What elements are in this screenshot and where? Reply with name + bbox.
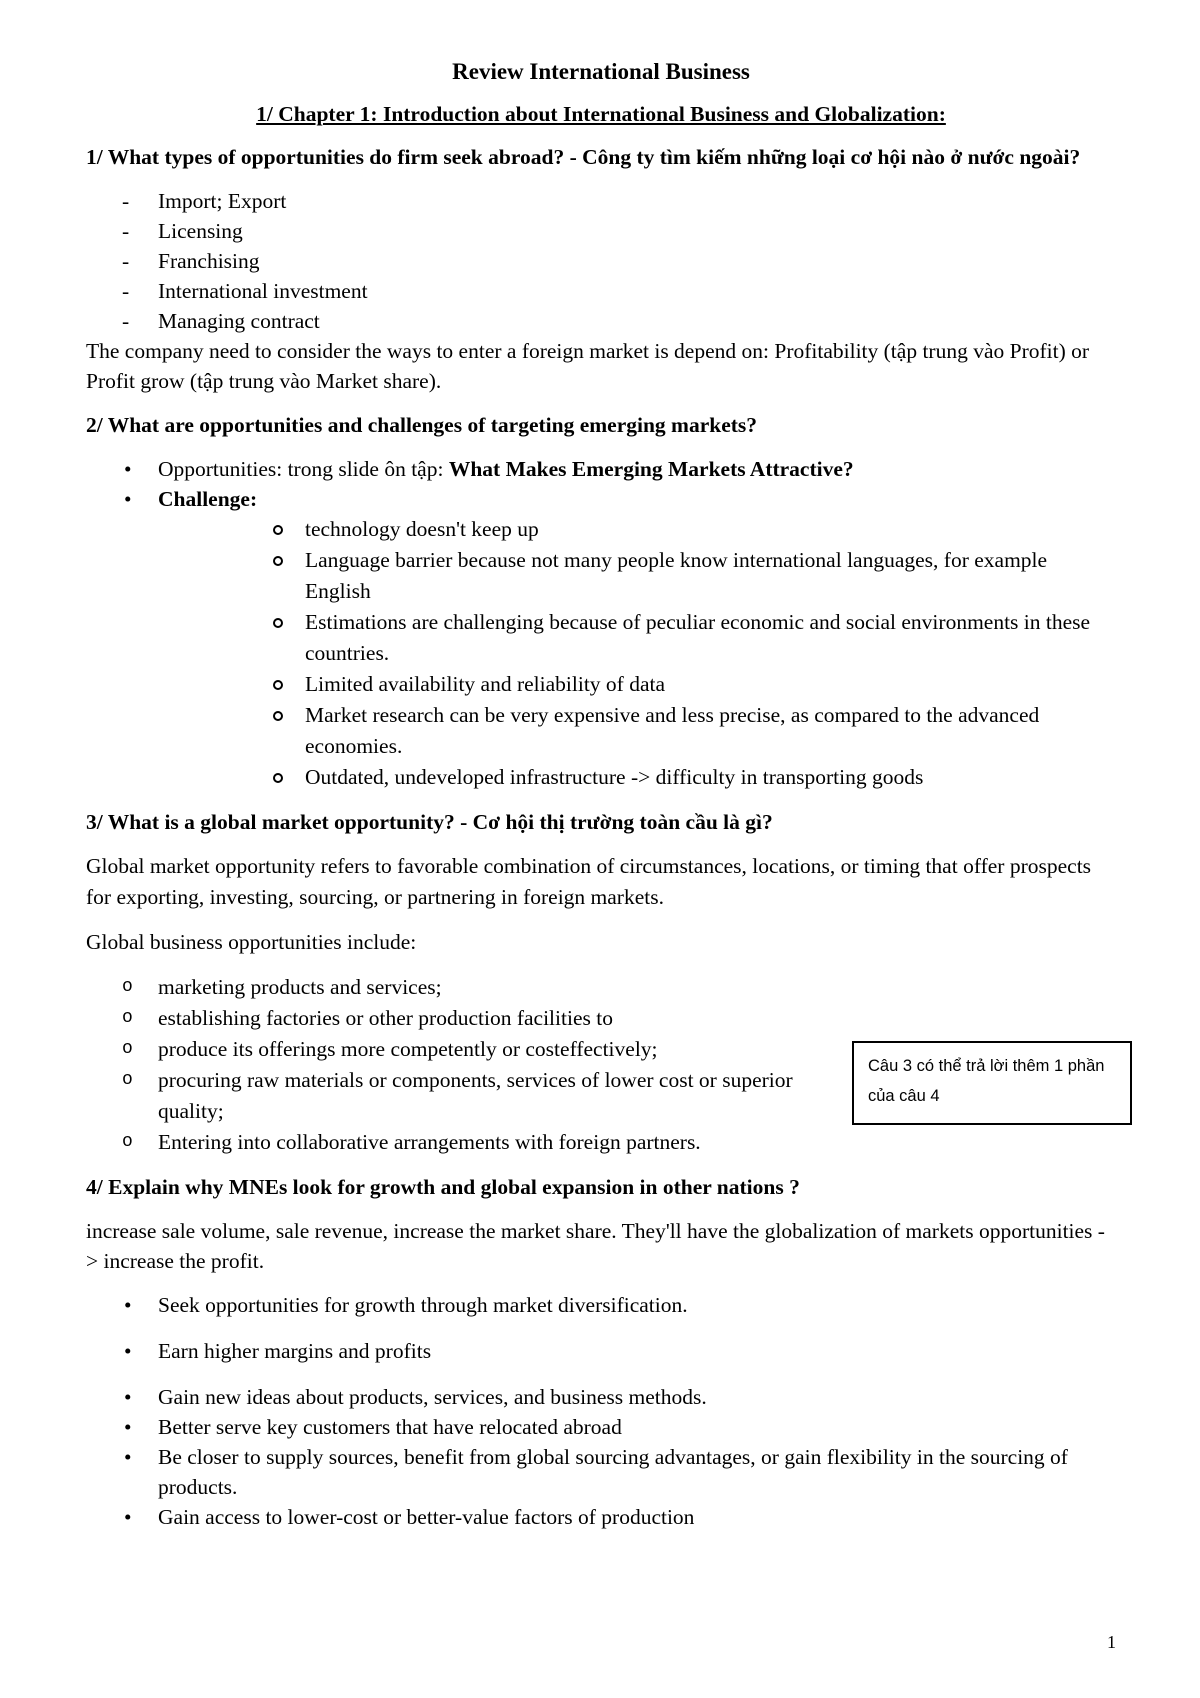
question-2-heading: 2/ What are opportunities and challenges of targeting emerging markets? [86, 413, 758, 437]
question-1-heading: 1/ What types of opportunities do firm seek abroad? - Công ty tìm kiếm những loại cơ hội nào ở nước ngoài? [86, 145, 1081, 169]
q3-definition: Global market opportunity refers to favorable combination of circumstances, locations, or timing that offer prospects for exporting, investing, sourcing, or partnering in foreign markets. [86, 854, 1092, 909]
document-title: Review International Business [452, 59, 750, 84]
list-item: Limited availability and reliability of data [86, 669, 1116, 700]
opportunities-bold-text: What Makes Emerging Markets Attractive? [448, 457, 854, 481]
list-item: Language barrier because not many people know international languages, for example English [86, 545, 1116, 607]
document-page [86, 58, 1116, 1532]
question-4-heading: 4/ Explain why MNEs look for growth and global expansion in other nations ? [86, 1175, 800, 1199]
list-item: o Entering into collaborative arrangements with foreign partners. [86, 1127, 806, 1158]
list-item: technology doesn't keep up [86, 514, 1116, 545]
challenges-list [86, 514, 1116, 793]
list-item: - Import; Export [86, 186, 1116, 216]
list-item: - Licensing [86, 216, 1116, 246]
list-item: Estimations are challenging because of peculiar economic and social environments in these countries. [86, 607, 1116, 669]
list-item: • Gain new ideas about products, services, and business methods. [86, 1382, 1116, 1412]
list-item: o marketing products and services; [86, 972, 806, 1003]
list-item: • Earn higher margins and profits [86, 1336, 1116, 1366]
list-item: Outdated, undeveloped infrastructure -> difficulty in transporting goods [86, 762, 1116, 793]
note-box: Câu 3 có thể trả lời thêm 1 phần của câu 4 [852, 1041, 1132, 1125]
list-item: o establishing factories or other production facilities to [86, 1003, 806, 1034]
list-item: • Seek opportunities for growth through market diversification. [86, 1290, 1116, 1320]
list-item: o produce its offerings more competently or costeffectively; [86, 1034, 806, 1065]
list-item: o procuring raw materials or components, services of lower cost or superior quality; [86, 1065, 806, 1127]
list-item: Market research can be very expensive and less precise, as compared to the advanced economies. [86, 700, 1116, 762]
list-item: • Gain access to lower-cost or better-value factors of production [86, 1502, 1116, 1532]
list-item: - Franchising [86, 246, 1116, 276]
list-item-opportunities [86, 454, 1116, 484]
q2-list [86, 454, 1116, 514]
question-3-heading: 3/ What is a global market opportunity? - Cơ hội thị trường toàn cầu là gì? [86, 810, 773, 834]
list-item: - Managing contract [86, 306, 1116, 336]
list-item: • Be closer to supply sources, benefit from global sourcing advantages, or gain flexibility in the sourcing of products. [86, 1442, 1116, 1502]
q3-include-intro: Global business opportunities include: [86, 930, 417, 954]
list-item: • Better serve key customers that have relocated abroad [86, 1412, 1116, 1442]
list-item-challenge [86, 484, 1116, 514]
opportunities-text: Opportunities: trong slide ôn tập: [158, 457, 449, 481]
q4-paragraph: increase sale volume, sale revenue, increase the market share. They'll have the globalization of markets opportunities -> increase the profit. [86, 1219, 1105, 1273]
q4-list-spaced [86, 1290, 1116, 1366]
challenge-label: Challenge: [158, 487, 258, 511]
page-number: 1 [1107, 1632, 1116, 1652]
chapter-heading: 1/ Chapter 1: Introduction about International Business and Globalization: [256, 102, 946, 126]
q1-list [86, 186, 1116, 336]
q4-list [86, 1382, 1116, 1532]
q3-list [86, 972, 806, 1158]
q1-paragraph: The company need to consider the ways to enter a foreign market is depend on: Profitability (tập trung vào Profit) or Profit grow (tập trung vào Market share). [86, 339, 1090, 393]
list-item: - International investment [86, 276, 1116, 306]
